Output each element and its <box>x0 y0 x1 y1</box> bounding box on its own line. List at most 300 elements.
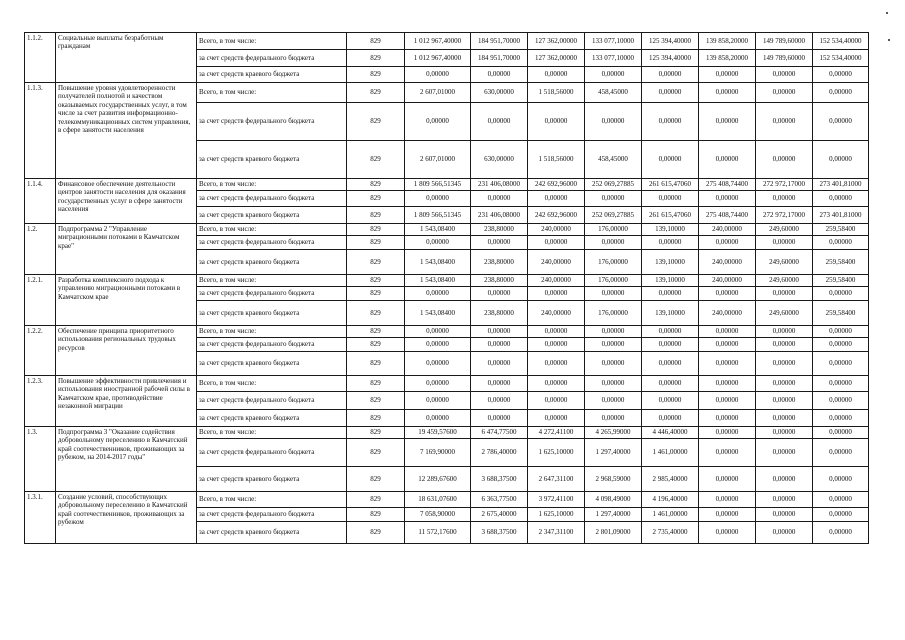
year-amount: 0,00000 <box>528 326 585 338</box>
year-amount: 176,00000 <box>585 301 642 326</box>
year-amount: 0,00000 <box>471 236 528 250</box>
year-amount: 0,00000 <box>756 522 813 544</box>
year-amount: 0,00000 <box>585 191 642 207</box>
total-amount: 0,00000 <box>405 287 471 301</box>
year-amount: 0,00000 <box>756 352 813 376</box>
year-amount: 0,00000 <box>699 338 756 352</box>
year-amount: 0,00000 <box>585 376 642 392</box>
year-amount: 0,00000 <box>585 67 642 83</box>
year-amount: 0,00000 <box>699 141 756 179</box>
year-amount: 0,00000 <box>699 439 756 467</box>
year-amount: 2 675,40000 <box>471 508 528 522</box>
funding-source: за счет средств краевого бюджета <box>197 352 347 376</box>
year-amount: 240,00000 <box>699 224 756 236</box>
year-amount: 240,00000 <box>699 250 756 275</box>
funding-source: Всего, в том числе: <box>197 427 347 439</box>
item-name: Подпрограмма 2 "Управление миграционными потоками в Камчатском крае" <box>56 224 197 275</box>
year-amount: 259,58400 <box>813 224 869 236</box>
funding-source: Всего, в том числе: <box>197 326 347 338</box>
item-code: 1.2.2. <box>25 326 56 376</box>
table-row <box>25 427 869 439</box>
total-amount: 1 543,08400 <box>405 301 471 326</box>
kbk-code: 829 <box>347 50 405 67</box>
item-code: 1.1.2. <box>25 33 56 83</box>
funding-source: за счет средств краевого бюджета <box>197 522 347 544</box>
year-amount: 4 446,40000 <box>642 427 699 439</box>
total-amount: 1 809 566,51345 <box>405 179 471 191</box>
year-amount: 238,80000 <box>471 250 528 275</box>
item-code: 1.2. <box>25 224 56 275</box>
total-amount: 0,00000 <box>405 410 471 427</box>
year-amount: 0,00000 <box>585 338 642 352</box>
year-amount: 0,00000 <box>756 376 813 392</box>
item-name: Финансовое обеспечение деятельности центров занятости населения для оказания государственных услуг в сфере занятости населения <box>56 179 197 224</box>
kbk-code: 829 <box>347 301 405 326</box>
year-amount: 133 077,10000 <box>585 33 642 50</box>
kbk-code: 829 <box>347 224 405 236</box>
year-amount: 249,60000 <box>756 275 813 287</box>
kbk-code: 829 <box>347 191 405 207</box>
table-row <box>25 492 869 508</box>
year-amount: 0,00000 <box>813 141 869 179</box>
kbk-code: 829 <box>347 141 405 179</box>
year-amount: 242 692,96000 <box>528 179 585 191</box>
year-amount: 0,00000 <box>699 522 756 544</box>
year-amount: 0,00000 <box>813 67 869 83</box>
year-amount: 125 394,40000 <box>642 50 699 67</box>
year-amount: 630,00000 <box>471 141 528 179</box>
year-amount: 238,80000 <box>471 301 528 326</box>
year-amount: 0,00000 <box>642 352 699 376</box>
year-amount: 149 789,60000 <box>756 50 813 67</box>
year-amount: 0,00000 <box>699 236 756 250</box>
year-amount: 0,00000 <box>813 467 869 492</box>
year-amount: 0,00000 <box>471 376 528 392</box>
year-amount: 0,00000 <box>585 326 642 338</box>
year-amount: 4 272,41100 <box>528 427 585 439</box>
year-amount: 240,00000 <box>699 275 756 287</box>
kbk-code: 829 <box>347 287 405 301</box>
item-name: Подпрограмма 3 "Оказание содействия добровольному переселению в Камчатский край соотечественников, проживающих за рубежом, на 2014-2017 годы" <box>56 427 197 492</box>
year-amount: 184 951,70000 <box>471 33 528 50</box>
year-amount: 139 858,20000 <box>699 50 756 67</box>
year-amount: 2 801,09000 <box>585 522 642 544</box>
year-amount: 0,00000 <box>756 287 813 301</box>
table-row <box>25 275 869 287</box>
funding-source: за счет средств краевого бюджета <box>197 250 347 275</box>
total-amount: 1 543,08400 <box>405 224 471 236</box>
year-amount: 240,00000 <box>699 301 756 326</box>
year-amount: 0,00000 <box>471 352 528 376</box>
year-amount: 0,00000 <box>642 83 699 103</box>
year-amount: 0,00000 <box>813 326 869 338</box>
year-amount: 249,60000 <box>756 224 813 236</box>
year-amount: 176,00000 <box>585 250 642 275</box>
year-amount: 0,00000 <box>699 67 756 83</box>
year-amount: 275 408,74400 <box>699 207 756 224</box>
year-amount: 133 077,10000 <box>585 50 642 67</box>
year-amount: 0,00000 <box>471 287 528 301</box>
funding-source: Всего, в том числе: <box>197 376 347 392</box>
kbk-code: 829 <box>347 67 405 83</box>
year-amount: 2 786,40000 <box>471 439 528 467</box>
year-amount: 0,00000 <box>642 287 699 301</box>
total-amount: 0,00000 <box>405 338 471 352</box>
year-amount: 0,00000 <box>813 236 869 250</box>
total-amount: 2 607,01000 <box>405 83 471 103</box>
year-amount: 252 069,27885 <box>585 207 642 224</box>
year-amount: 275 408,74400 <box>699 179 756 191</box>
kbk-code: 829 <box>347 522 405 544</box>
table-row <box>25 326 869 338</box>
year-amount: 0,00000 <box>471 103 528 141</box>
item-name: Обеспечение принципа приоритетного использования региональных трудовых ресурсов <box>56 326 197 376</box>
year-amount: 0,00000 <box>813 83 869 103</box>
funding-source: за счет средств краевого бюджета <box>197 467 347 492</box>
budget-table-page <box>24 32 869 544</box>
year-amount: 2 985,40000 <box>642 467 699 492</box>
year-amount: 272 972,17000 <box>756 179 813 191</box>
year-amount: 0,00000 <box>699 427 756 439</box>
year-amount: 0,00000 <box>756 492 813 508</box>
scan-speck <box>886 12 888 14</box>
year-amount: 0,00000 <box>756 103 813 141</box>
year-amount: 0,00000 <box>756 191 813 207</box>
kbk-code: 829 <box>347 179 405 191</box>
year-amount: 6 363,77500 <box>471 492 528 508</box>
year-amount: 2 735,40000 <box>642 522 699 544</box>
kbk-code: 829 <box>347 508 405 522</box>
funding-source: за счет средств краевого бюджета <box>197 207 347 224</box>
year-amount: 0,00000 <box>528 236 585 250</box>
year-amount: 240,00000 <box>528 275 585 287</box>
year-amount: 0,00000 <box>642 392 699 410</box>
total-amount: 2 607,01000 <box>405 141 471 179</box>
year-amount: 0,00000 <box>642 67 699 83</box>
year-amount: 0,00000 <box>642 410 699 427</box>
year-amount: 272 972,17000 <box>756 207 813 224</box>
funding-source: Всего, в том числе: <box>197 83 347 103</box>
year-amount: 0,00000 <box>642 326 699 338</box>
kbk-code: 829 <box>347 236 405 250</box>
total-amount: 1 543,08400 <box>405 275 471 287</box>
funding-source: Всего, в том числе: <box>197 275 347 287</box>
year-amount: 127 362,00000 <box>528 33 585 50</box>
funding-source: Всего, в том числе: <box>197 224 347 236</box>
year-amount: 176,00000 <box>585 275 642 287</box>
year-amount: 0,00000 <box>813 287 869 301</box>
budget-table <box>24 32 869 544</box>
year-amount: 0,00000 <box>585 287 642 301</box>
total-amount: 11 572,17600 <box>405 522 471 544</box>
funding-source: за счет средств федерального бюджета <box>197 508 347 522</box>
total-amount: 0,00000 <box>405 376 471 392</box>
year-amount: 231 406,08000 <box>471 179 528 191</box>
total-amount: 1 012 967,40000 <box>405 50 471 67</box>
year-amount: 249,60000 <box>756 301 813 326</box>
year-amount: 0,00000 <box>642 103 699 141</box>
year-amount: 0,00000 <box>813 492 869 508</box>
year-amount: 0,00000 <box>642 338 699 352</box>
year-amount: 0,00000 <box>813 352 869 376</box>
year-amount: 184 951,70000 <box>471 50 528 67</box>
funding-source: за счет средств краевого бюджета <box>197 67 347 83</box>
year-amount: 458,45000 <box>585 83 642 103</box>
year-amount: 0,00000 <box>756 338 813 352</box>
year-amount: 0,00000 <box>699 352 756 376</box>
year-amount: 0,00000 <box>756 439 813 467</box>
item-name: Разработка комплексного подхода к управлению миграционными потоками в Камчатском крае <box>56 275 197 326</box>
year-amount: 139,10000 <box>642 301 699 326</box>
year-amount: 0,00000 <box>813 338 869 352</box>
year-amount: 0,00000 <box>813 508 869 522</box>
year-amount: 238,80000 <box>471 275 528 287</box>
year-amount: 0,00000 <box>813 410 869 427</box>
year-amount: 0,00000 <box>813 427 869 439</box>
kbk-code: 829 <box>347 467 405 492</box>
funding-source: Всего, в том числе: <box>197 492 347 508</box>
year-amount: 0,00000 <box>585 236 642 250</box>
year-amount: 0,00000 <box>471 410 528 427</box>
item-name: Создание условий, способствующих добровольному переселению в Камчатский край соотечественников, проживающих за рубежом <box>56 492 197 544</box>
year-amount: 0,00000 <box>699 326 756 338</box>
item-code: 1.3.1. <box>25 492 56 544</box>
year-amount: 1 461,00000 <box>642 508 699 522</box>
year-amount: 0,00000 <box>471 392 528 410</box>
year-amount: 0,00000 <box>471 191 528 207</box>
year-amount: 259,58400 <box>813 275 869 287</box>
year-amount: 0,00000 <box>756 236 813 250</box>
year-amount: 0,00000 <box>528 287 585 301</box>
scan-speck <box>888 39 890 41</box>
table-row <box>25 376 869 392</box>
year-amount: 0,00000 <box>585 352 642 376</box>
year-amount: 0,00000 <box>699 376 756 392</box>
year-amount: 0,00000 <box>642 191 699 207</box>
total-amount: 0,00000 <box>405 392 471 410</box>
total-amount: 0,00000 <box>405 326 471 338</box>
item-code: 1.2.3. <box>25 376 56 427</box>
item-code: 1.1.3. <box>25 83 56 179</box>
year-amount: 1 461,00000 <box>642 439 699 467</box>
year-amount: 2 968,59000 <box>585 467 642 492</box>
total-amount: 0,00000 <box>405 352 471 376</box>
total-amount: 1 543,08400 <box>405 250 471 275</box>
item-name: Повышение эффективности привлечения и использования иностранной рабочей силы в Камчатском крае, противодействие незаконной миграции <box>56 376 197 427</box>
year-amount: 240,00000 <box>528 250 585 275</box>
kbk-code: 829 <box>347 207 405 224</box>
year-amount: 0,00000 <box>756 508 813 522</box>
kbk-code: 829 <box>347 492 405 508</box>
year-amount: 139,10000 <box>642 250 699 275</box>
year-amount: 238,80000 <box>471 224 528 236</box>
year-amount: 0,00000 <box>528 191 585 207</box>
table-row <box>25 224 869 236</box>
funding-source: за счет средств федерального бюджета <box>197 236 347 250</box>
year-amount: 458,45000 <box>585 141 642 179</box>
funding-source: за счет средств федерального бюджета <box>197 191 347 207</box>
year-amount: 0,00000 <box>528 103 585 141</box>
year-amount: 1 518,56000 <box>528 141 585 179</box>
year-amount: 0,00000 <box>756 427 813 439</box>
total-amount: 0,00000 <box>405 191 471 207</box>
year-amount: 0,00000 <box>642 376 699 392</box>
total-amount: 18 631,07600 <box>405 492 471 508</box>
funding-source: за счет средств краевого бюджета <box>197 301 347 326</box>
year-amount: 259,58400 <box>813 301 869 326</box>
year-amount: 1 297,40000 <box>585 439 642 467</box>
funding-source: за счет средств федерального бюджета <box>197 338 347 352</box>
year-amount: 0,00000 <box>699 392 756 410</box>
kbk-code: 829 <box>347 376 405 392</box>
total-amount: 0,00000 <box>405 236 471 250</box>
kbk-code: 829 <box>347 83 405 103</box>
year-amount: 0,00000 <box>528 352 585 376</box>
year-amount: 0,00000 <box>528 410 585 427</box>
year-amount: 0,00000 <box>756 67 813 83</box>
kbk-code: 829 <box>347 439 405 467</box>
year-amount: 0,00000 <box>699 287 756 301</box>
funding-source: за счет средств федерального бюджета <box>197 287 347 301</box>
year-amount: 1 625,10000 <box>528 508 585 522</box>
year-amount: 0,00000 <box>471 338 528 352</box>
year-amount: 2 647,31100 <box>528 467 585 492</box>
year-amount: 0,00000 <box>756 326 813 338</box>
total-amount: 7 058,90000 <box>405 508 471 522</box>
funding-source: за счет средств федерального бюджета <box>197 50 347 67</box>
year-amount: 231 406,08000 <box>471 207 528 224</box>
table-row <box>25 179 869 191</box>
year-amount: 139,10000 <box>642 224 699 236</box>
table-row <box>25 33 869 50</box>
year-amount: 0,00000 <box>585 392 642 410</box>
total-amount: 19 459,57600 <box>405 427 471 439</box>
kbk-code: 829 <box>347 338 405 352</box>
funding-source: за счет средств краевого бюджета <box>197 141 347 179</box>
item-code: 1.2.1. <box>25 275 56 326</box>
year-amount: 1 297,40000 <box>585 508 642 522</box>
year-amount: 4 098,49000 <box>585 492 642 508</box>
year-amount: 139,10000 <box>642 275 699 287</box>
year-amount: 139 858,20000 <box>699 33 756 50</box>
year-amount: 249,60000 <box>756 250 813 275</box>
year-amount: 0,00000 <box>813 522 869 544</box>
year-amount: 3 688,37500 <box>471 467 528 492</box>
year-amount: 259,58400 <box>813 250 869 275</box>
total-amount: 12 289,67600 <box>405 467 471 492</box>
funding-source: за счет средств федерального бюджета <box>197 103 347 141</box>
year-amount: 0,00000 <box>642 236 699 250</box>
year-amount: 630,00000 <box>471 83 528 103</box>
item-name: Повышение уровня удовлетворенности получателей полнотой и качеством оказываемых государственных услуг, в том числе за счет развития информационно-телекоммуникационных систем управления, в сфере занятости населения <box>56 83 197 179</box>
year-amount: 6 474,77500 <box>471 427 528 439</box>
year-amount: 0,00000 <box>756 141 813 179</box>
total-amount: 0,00000 <box>405 103 471 141</box>
year-amount: 0,00000 <box>528 338 585 352</box>
year-amount: 0,00000 <box>813 191 869 207</box>
year-amount: 0,00000 <box>756 410 813 427</box>
year-amount: 0,00000 <box>471 326 528 338</box>
year-amount: 0,00000 <box>585 410 642 427</box>
year-amount: 3 688,37500 <box>471 522 528 544</box>
year-amount: 0,00000 <box>813 392 869 410</box>
year-amount: 273 401,81000 <box>813 179 869 191</box>
year-amount: 0,00000 <box>471 67 528 83</box>
year-amount: 152 534,40000 <box>813 50 869 67</box>
year-amount: 0,00000 <box>699 467 756 492</box>
year-amount: 0,00000 <box>699 492 756 508</box>
table-row <box>25 83 869 103</box>
year-amount: 0,00000 <box>585 103 642 141</box>
year-amount: 240,00000 <box>528 301 585 326</box>
funding-source: за счет средств федерального бюджета <box>197 439 347 467</box>
year-amount: 127 362,00000 <box>528 50 585 67</box>
total-amount: 1 012 967,40000 <box>405 33 471 50</box>
year-amount: 1 518,56000 <box>528 83 585 103</box>
year-amount: 176,00000 <box>585 224 642 236</box>
kbk-code: 829 <box>347 275 405 287</box>
year-amount: 4 265,99000 <box>585 427 642 439</box>
year-amount: 0,00000 <box>756 83 813 103</box>
kbk-code: 829 <box>347 250 405 275</box>
funding-source: Всего, в том числе: <box>197 33 347 50</box>
total-amount: 7 169,90000 <box>405 439 471 467</box>
year-amount: 125 394,40000 <box>642 33 699 50</box>
year-amount: 0,00000 <box>756 392 813 410</box>
total-amount: 1 809 566,51345 <box>405 207 471 224</box>
year-amount: 3 972,41100 <box>528 492 585 508</box>
kbk-code: 829 <box>347 326 405 338</box>
total-amount: 0,00000 <box>405 67 471 83</box>
item-name: Социальные выплаты безработным гражданам <box>56 33 197 83</box>
kbk-code: 829 <box>347 410 405 427</box>
year-amount: 0,00000 <box>528 392 585 410</box>
year-amount: 0,00000 <box>699 410 756 427</box>
kbk-code: 829 <box>347 103 405 141</box>
kbk-code: 829 <box>347 352 405 376</box>
year-amount: 261 615,47060 <box>642 179 699 191</box>
year-amount: 0,00000 <box>642 141 699 179</box>
year-amount: 261 615,47060 <box>642 207 699 224</box>
year-amount: 242 692,96000 <box>528 207 585 224</box>
item-code: 1.1.4. <box>25 179 56 224</box>
year-amount: 252 069,27885 <box>585 179 642 191</box>
funding-source: за счет средств федерального бюджета <box>197 392 347 410</box>
year-amount: 149 789,60000 <box>756 33 813 50</box>
year-amount: 0,00000 <box>528 376 585 392</box>
kbk-code: 829 <box>347 33 405 50</box>
year-amount: 0,00000 <box>699 83 756 103</box>
year-amount: 0,00000 <box>528 67 585 83</box>
year-amount: 273 401,81000 <box>813 207 869 224</box>
year-amount: 0,00000 <box>756 467 813 492</box>
funding-source: за счет средств краевого бюджета <box>197 410 347 427</box>
year-amount: 0,00000 <box>813 376 869 392</box>
year-amount: 2 347,31100 <box>528 522 585 544</box>
year-amount: 4 196,40000 <box>642 492 699 508</box>
year-amount: 0,00000 <box>813 439 869 467</box>
funding-source: Всего, в том числе: <box>197 179 347 191</box>
year-amount: 0,00000 <box>699 191 756 207</box>
year-amount: 1 625,10000 <box>528 439 585 467</box>
item-code: 1.3. <box>25 427 56 492</box>
year-amount: 0,00000 <box>699 103 756 141</box>
year-amount: 240,00000 <box>528 224 585 236</box>
kbk-code: 829 <box>347 427 405 439</box>
year-amount: 152 534,40000 <box>813 33 869 50</box>
year-amount: 0,00000 <box>699 508 756 522</box>
year-amount: 0,00000 <box>813 103 869 141</box>
